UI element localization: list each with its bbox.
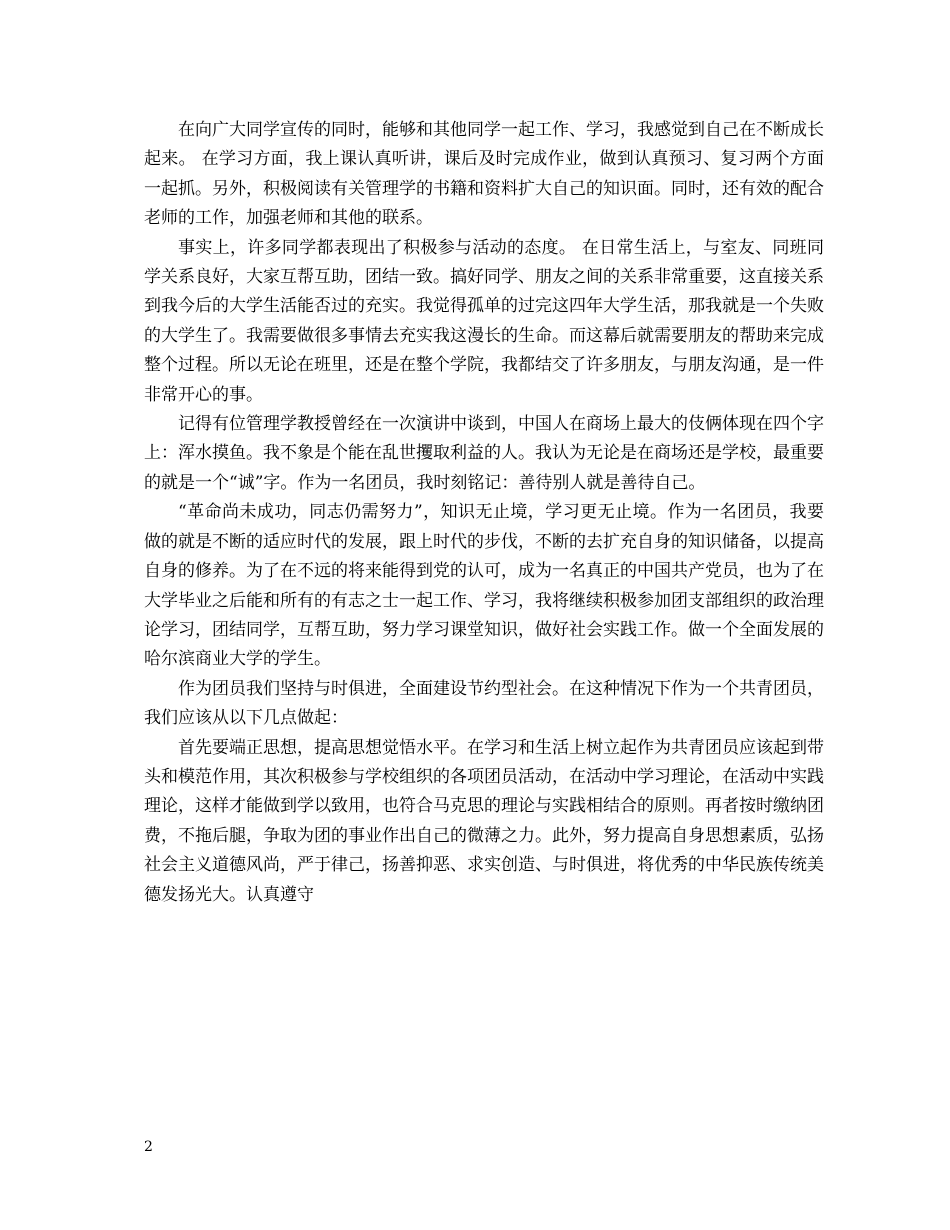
paragraph-5: 作为团员我们坚持与时俱进，全面建设节约型社会。在这种情况下作为一个共青团员，我们应该从以下几点做起：	[144, 678, 824, 729]
page-number: 2	[144, 1139, 153, 1155]
paragraph-1: 在向广大同学宣传的同时，能够和其他同学一起工作、学习，我感觉到自己在不断成长起来。 在学习方面，我上课认真听讲，课后及时完成作业，做到认真预习、复习两个方面一起抓。另外，积极阅读有关管理学的书籍和资料扩大自己的知识面。同时，还有效的配合老师的工作，加强老师和其他的联系。	[144, 120, 824, 229]
paragraph-6: 首先要端正思想，提高思想觉悟水平。在学习和生活上树立起作为共青团员应该起到带头和模范作用，其次积极参与学校组织的各项团员活动，在活动中学习理论，在活动中实践理论，这样才能做到学以致用，也符合马克思的理论与实践相结合的原则。再者按时缴纳团费，不拖后腿，争取为团的事业作出自己的微薄之力。此外，努力提高自身思想素质，弘扬社会主义道德风尚，严于律己，扬善抑恶、求实创造、与时俱进，将优秀的中华民族传统美德发扬光大。认真遵守	[144, 737, 824, 905]
paragraph-3: 记得有位管理学教授曾经在一次演讲中谈到，中国人在商场上最大的伎俩体现在四个字上：浑水摸鱼。我不象是个能在乱世攫取利益的人。我认为无论是在商场还是学校，最重要的就是一个“诚”字。作为一名团员，我时刻铭记：善待别人就是善待自己。	[144, 414, 824, 493]
paragraph-2: 事实上，许多同学都表现出了积极参与活动的态度。 在日常生活上，与室友、同班同学关系良好，大家互帮互助，团结一致。搞好同学、朋友之间的关系非常重要，这直接关系到我今后的大学生活能否过的充实。我觉得孤单的过完这四年大学生活，那我就是一个失败的大学生了。我需要做很多事情去充实我这漫长的生命。而这幕后就需要朋友的帮助来完成整个过程。所以无论在班里，还是在整个学院，我都结交了许多朋友，与朋友沟通，是一件非常开心的事。	[144, 237, 824, 405]
paragraph-4: “革命尚未成功，同志仍需努力”，知识无止境，学习更无止境。作为一名团员，我要做的就是不断的适应时代的发展，跟上时代的步伐，不断的去扩充自身的知识储备，以提高自身的修养。为了在不远的将来能得到党的认可，成为一名真正的中国共产党员，也为了在大学毕业之后能和所有的有志之士一起工作、学习，我将继续积极参加团支部组织的政治理论学习，团结同学，互帮互助，努力学习课堂知识，做好社会实践工作。做一个全面发展的哈尔滨商业大学的学生。	[144, 502, 824, 670]
document-body	[144, 116, 824, 910]
